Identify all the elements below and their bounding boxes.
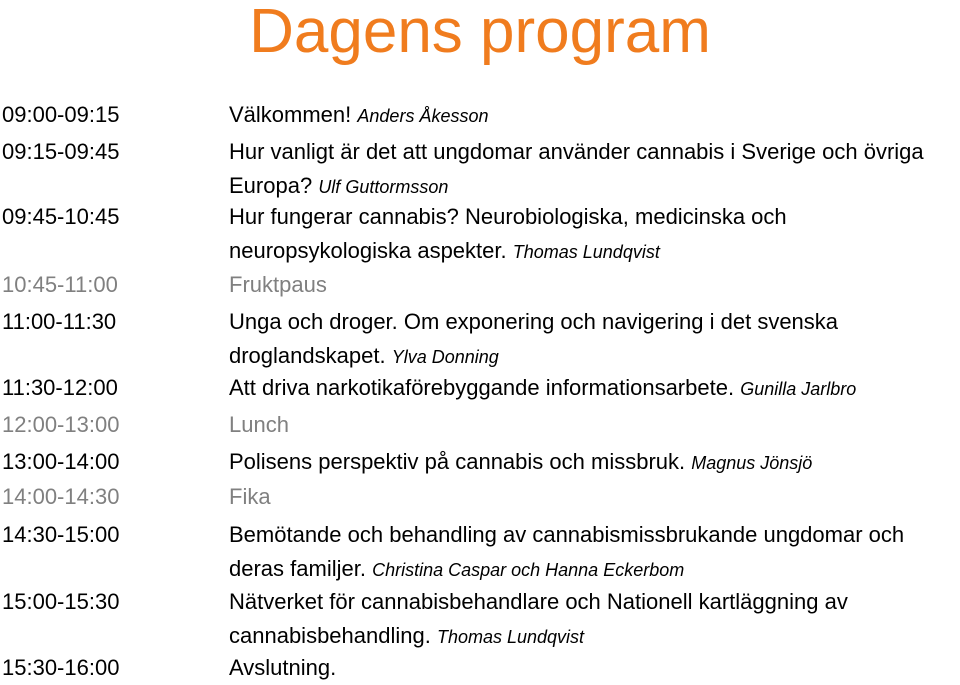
session-description (229, 305, 957, 374)
session-speaker: Ylva Donning (391, 347, 499, 367)
session-time: 09:45-10:45 (2, 204, 120, 229)
session-time: 15:00-15:30 (2, 589, 120, 614)
session-speaker: Thomas Lundqvist (436, 627, 585, 647)
session-time: 13:00-14:00 (2, 449, 120, 474)
session-title: Att driva narkotikaförebyggande informationsarbete. (229, 375, 735, 400)
session-title: Avslutning. (229, 655, 337, 680)
session-description (229, 371, 960, 406)
session-time: 09:00-09:15 (2, 102, 120, 127)
session-description (229, 480, 957, 514)
session-speaker: Thomas Lundqvist (512, 242, 660, 262)
session-title: Bemötande och behandling av cannabismissbrukande ungdomar och deras familjer. (229, 522, 905, 581)
session-description (229, 445, 957, 480)
session-description (229, 585, 957, 654)
session-title: Fika (229, 484, 271, 509)
session-time: 11:30-12:00 (2, 375, 118, 400)
session-title: Hur vanligt är det att ungdomar använder cannabis i Sverige och övriga Europa? (229, 139, 924, 198)
session-time: 10:45-11:00 (2, 272, 118, 297)
session-description (229, 651, 957, 685)
session-speaker: Ulf Guttormsson (318, 177, 449, 197)
session-description (229, 518, 957, 587)
session-speaker: Christina Caspar och Hanna Eckerbom (372, 560, 685, 580)
session-time: 11:00-11:30 (2, 309, 117, 334)
session-title: Nätverket för cannabisbehandlare och Nationell kartläggning av cannabisbehandling. (229, 589, 848, 648)
page-title: Dagens program (249, 0, 711, 66)
session-title: Unga och droger. Om exponering och navigering i det svenska droglandskapet. (229, 309, 839, 368)
session-description (229, 408, 957, 442)
session-title: Hur fungerar cannabis? Neurobiologiska, medicinska och neuropsykologiska aspekter. (229, 204, 787, 263)
session-description (229, 200, 957, 269)
session-time: 15:30-16:00 (2, 655, 120, 680)
session-speaker: Anders Åkesson (357, 106, 489, 126)
session-description (229, 268, 957, 302)
session-time: 14:00-14:30 (2, 484, 120, 509)
session-time: 09:15-09:45 (2, 139, 120, 164)
session-title: Välkommen! (229, 102, 352, 127)
session-speaker: Magnus Jönsjö (691, 453, 813, 473)
session-description (229, 98, 957, 133)
session-time: 14:30-15:00 (2, 522, 120, 547)
session-title: Polisens perspektiv på cannabis och missbruk. (229, 449, 686, 474)
session-title: Fruktpaus (229, 272, 327, 297)
session-description (229, 135, 957, 204)
session-time: 12:00-13:00 (2, 412, 120, 437)
session-speaker: Gunilla Jarlbro (740, 379, 857, 399)
session-title: Lunch (229, 412, 289, 437)
